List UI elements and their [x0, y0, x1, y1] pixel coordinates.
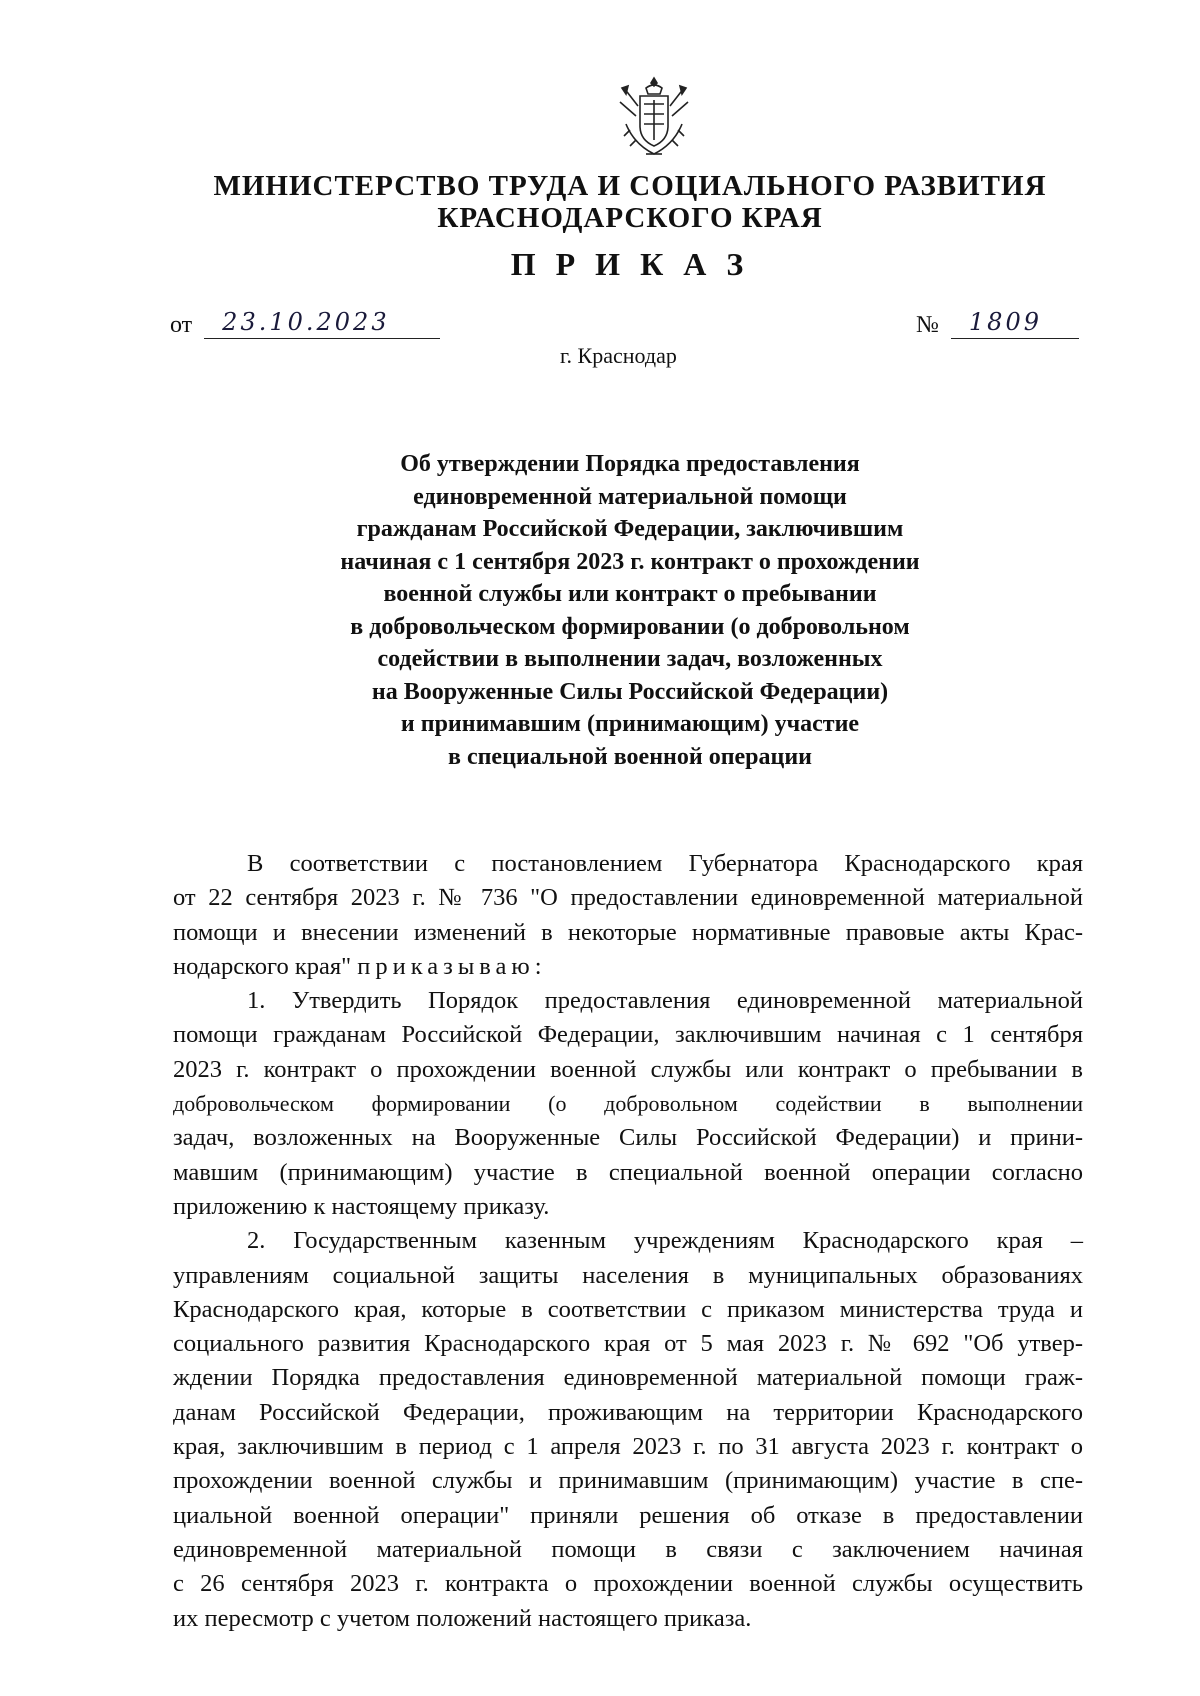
document-type: П Р И К А З [510, 246, 750, 282]
handwritten-number: 1809 [968, 308, 1042, 336]
title-line: и принимавшим (принимающим) участие [400, 711, 860, 737]
document-title [250, 448, 1010, 773]
date-prefix: от [170, 312, 193, 338]
item-2-line: единовременной материальной помощи в связи с заключением начиная [173, 1535, 1083, 1563]
item-1-line: добровольческом формировании (о добровольном содействии в выполнении [173, 1091, 1083, 1117]
city: г. Краснодар [560, 343, 677, 368]
title-line: содействии в выполнении задач, возложенных [377, 646, 883, 672]
number-line [951, 308, 1079, 339]
date-line [204, 308, 440, 339]
item-2-line: прохождении военной службы и принимавшим (принимающим) участие в спе- [173, 1467, 1083, 1495]
item-1-line: 1. Утвердить Порядок предоставления единовременной материальной [247, 987, 1083, 1015]
item-2-line: Краснодарского края, которые в соответствии с приказом министерства труда и [173, 1295, 1083, 1323]
body-line [173, 950, 1083, 984]
item-2-line: циальной военной операции" приняли решения об отказе в предоставлении [173, 1501, 1083, 1529]
title-line: в специальной военной операции [447, 743, 813, 770]
item-2-line: края, заключившим в период с 1 апреля 2023 г. по 31 августа 2023 г. контракт о [173, 1433, 1083, 1461]
body-line-text: нодарского края" [173, 952, 352, 980]
item-2-line: с 26 сентября 2023 г. контракта о прохождении военной службы осуществить [173, 1570, 1083, 1598]
title-line: в добровольческом формировании (о добровольном [350, 613, 910, 640]
item-1-line: помощи гражданам Российской Федерации, заключившим начиная с 1 сентября [173, 1021, 1083, 1049]
title-line: гражданам Российской Федерации, заключившим [356, 516, 904, 542]
title-line: начиная с 1 сентября 2023 г. контракт о прохождении [340, 548, 920, 575]
item-2-line: их пересмотр с учетом положений настоящего приказа. [173, 1604, 752, 1632]
ministry-line-2: КРАСНОДАРСКОГО КРАЯ [437, 202, 823, 234]
handwritten-date: 23.10.2023 [222, 308, 390, 336]
item-2-line: данам Российской Федерации, проживающим на территории Краснодарского [173, 1398, 1083, 1426]
item-2-line: социального развития Краснодарского края от 5 мая 2023 г. № 692 "Об утвер- [173, 1330, 1083, 1358]
title-line: единовременной материальной помощи [413, 483, 847, 510]
number-field [916, 308, 1079, 339]
date-field [170, 308, 440, 339]
item-1-line: мавшим (принимающим) участие в специальной военной операции согласно [173, 1158, 1083, 1186]
title-line: военной службы или контракт о пребывании [383, 581, 877, 607]
item-2-line: 2. Государственным казенным учреждениям Краснодарского края – [247, 1227, 1083, 1255]
ministry-name [200, 170, 1060, 234]
title-line: Об утверждении Порядка предоставления [400, 451, 860, 477]
body-line: В соответствии с постановлением Губернатора Краснодарского края [247, 850, 1083, 877]
body-line: помощи и внесении изменений в некоторые нормативные правовые акты Крас- [173, 918, 1083, 946]
item-1-line: задач, возложенных на Вооруженные Силы Российской Федерации) и прини- [173, 1124, 1083, 1152]
item-2-line: управлениям социальной защиты населения в муниципальных образованиях [173, 1261, 1083, 1289]
krasnodar-coat-of-arms-icon [616, 74, 692, 164]
item-1-line: 2023 г. контракт о прохождении военной службы или контракт о пребывании в [173, 1055, 1083, 1083]
number-prefix: № [916, 312, 939, 338]
order-word: приказываю: [357, 952, 547, 980]
body-line: от 22 сентября 2023 г. № 736 "О предоставлении единовременной материальной [173, 884, 1083, 912]
item-1-line: приложению к настоящему приказу. [173, 1192, 550, 1220]
document-body [173, 847, 1083, 1636]
title-line: на Вооруженные Силы Российской Федерации) [371, 678, 889, 705]
ministry-line-1: МИНИСТЕРСТВО ТРУДА И СОЦИАЛЬНОГО РАЗВИТИЯ [213, 170, 1047, 202]
item-2-line: ждении Порядка предоставления единовременной материальной помощи граж- [173, 1364, 1083, 1392]
